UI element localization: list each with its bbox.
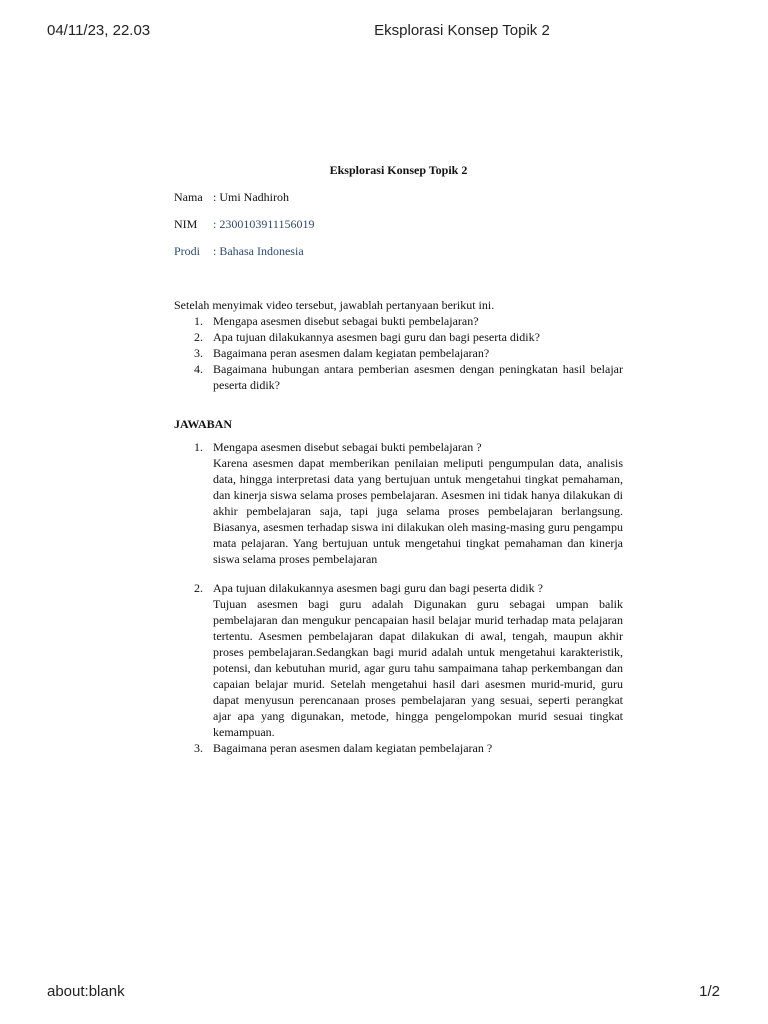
list-item [174,313,623,329]
print-header-title: Eksplorasi Konsep Topik 2 [374,22,550,39]
info-label: Nama [174,190,203,204]
list-number: 3. [194,346,203,360]
info-value: : 2300103911156019 [213,217,315,231]
info-value: : Umi Nadhiroh [213,190,289,204]
answer-question: Apa tujuan dilakukannya asesmen bagi guru dan bagi peserta didik ? [213,581,543,595]
question-list [174,313,623,393]
list-number: 3. [194,741,203,755]
question-text: Bagaimana hubungan antara pemberian asesmen dengan peningkatan hasil belajar peserta didik? [213,362,623,392]
jawaban-heading: JAWABAN [174,417,233,431]
info-label: Prodi [174,244,201,258]
list-item [174,580,623,740]
info-row-nama [174,189,623,216]
info-label: NIM [174,217,198,231]
answer-list [174,439,623,756]
question-text: Bagaimana peran asesmen dalam kegiatan pembelajaran? [213,346,490,360]
question-text: Apa tujuan dilakukannya asesmen bagi guru dan bagi peserta didik? [213,330,540,344]
answer-text: Karena asesmen dapat memberikan penilaian meliputi pengumpulan data, analisis data, hingga interpretasi data yang bertujuan untuk mengetahui tingkat pemahaman, dan kinerja siswa selama proses pembelajaran. Asesmen ini tidak hanya dilakukan di akhir pembelajaran saja, tapi juga selama proses pembelajaran berlangsung. Biasanya, asesmen terhadap siswa ini dilakukan oleh masing-masing guru pengampu mata pelajaran. Yang bertujuan untuk mengetahui tingkat pemahaman dan kinerja siswa selama proses pembelajaran [213,456,623,566]
list-item [174,361,623,393]
document-page [174,162,623,756]
info-row-nim [174,216,623,243]
answer-question: Mengapa asesmen disebut sebagai bukti pembelajaran ? [213,440,482,454]
print-datetime: 04/11/23, 22.03 [47,22,151,39]
info-row-prodi [174,243,623,270]
list-item [174,329,623,345]
list-item [174,345,623,361]
print-url: about:blank [47,983,125,1000]
answer-question: Bagaimana peran asesmen dalam kegiatan pembelajaran ? [213,741,493,755]
print-header [0,22,768,44]
intro-text: Setelah menyimak video tersebut, jawablah pertanyaan berikut ini. [174,298,495,312]
page-number: 1/2 [699,983,720,1000]
list-number: 1. [194,440,203,454]
list-item [174,740,623,756]
answer-text: Tujuan asesmen bagi guru adalah Digunakan guru sebagai umpan balik pembelajaran dan mengukur pencapaian hasil belajar murid terhadap mata pelajaran tertentu. Asesmen pembelajaran dapat dilakukan di awal, tengah, maupun akhir proses pembelajaran.Sedangkan bagi murid adalah untuk mengetahui karakteristik, potensi, dan kebutuhan murid, agar guru tahu sampaimana tahap perkembangan dan capaian belajar murid. Setelah mengetahui hasil dari asesmen murid-murid, guru dapat menyusun perencanaan proses pembelajaran yang sesuai, seperti perangkat ajar apa yang digunakan, metode, hingga pengelompokan murid sesuai tingkat kemampuan. [213,597,623,739]
list-number: 4. [194,362,203,376]
info-value: : Bahasa Indonesia [213,244,304,258]
list-number: 1. [194,314,203,328]
question-text: Mengapa asesmen disebut sebagai bukti pembelajaran? [213,314,479,328]
list-number: 2. [194,581,203,595]
list-item [174,439,623,567]
document-title: Eksplorasi Konsep Topik 2 [329,163,468,177]
list-number: 2. [194,330,203,344]
